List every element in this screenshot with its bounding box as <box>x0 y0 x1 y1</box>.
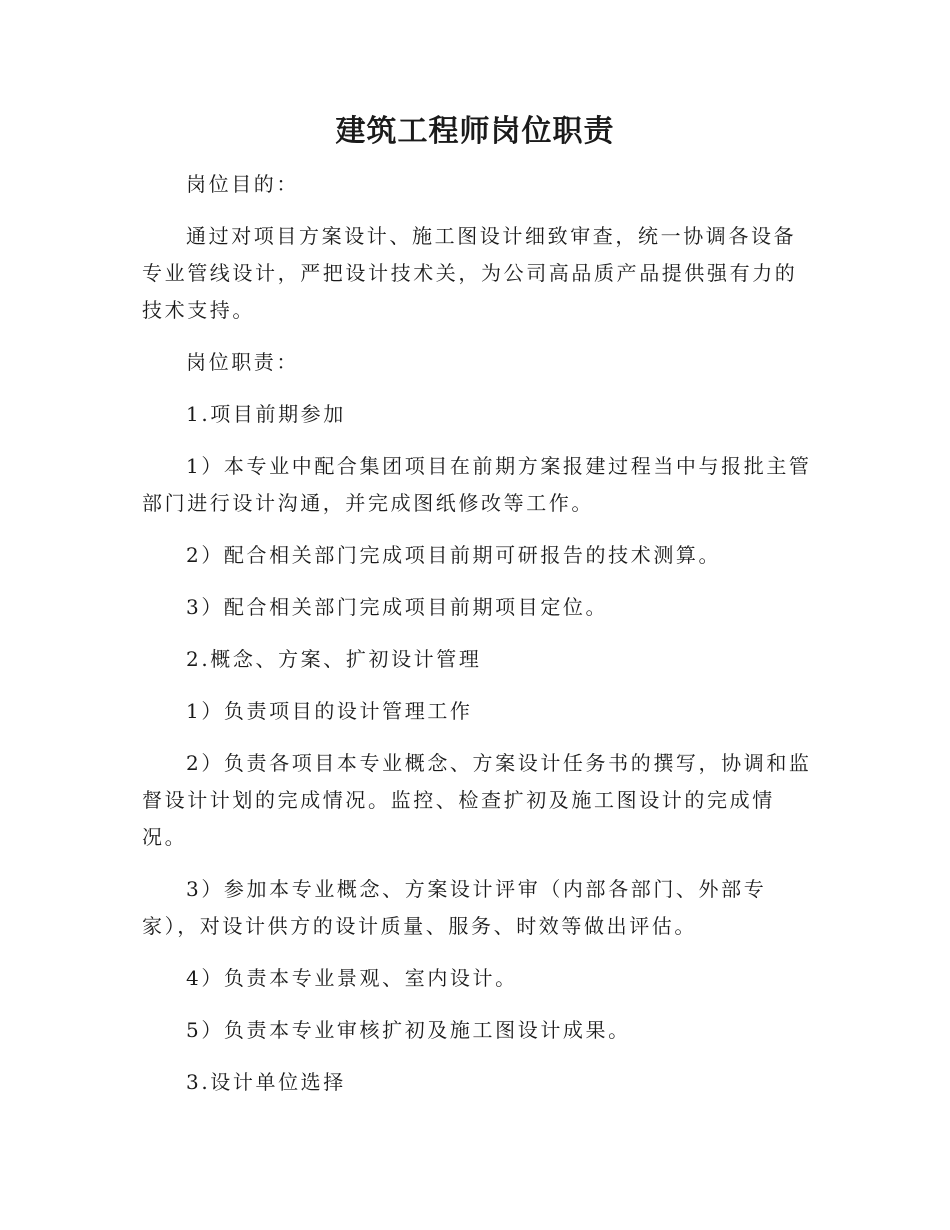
section-heading-1: 1.项目前期参加 <box>186 402 346 426</box>
section-heading-2: 2.概念、方案、扩初设计管理 <box>186 647 482 671</box>
list-item: 1）负责项目的设计管理工作 <box>186 699 473 723</box>
list-item: 2）负责各项目本专业概念、方案设计任务书的撰写，协调和监督设计计划的完成情况。监控、检查扩初及施工图设计的完成情况。 <box>142 751 812 849</box>
list-item: 5）负责本专业审核扩初及施工图设计成果。 <box>186 1018 631 1042</box>
section-heading-3: 3.设计单位选择 <box>186 1070 346 1094</box>
list-item: 4）负责本专业景观、室内设计。 <box>186 966 518 990</box>
list-item: 1）本专业中配合集团项目在前期方案报建过程当中与报批主管部门进行设计沟通，并完成图纸修改等工作。 <box>142 454 812 515</box>
list-item: 2）配合相关部门完成项目前期可研报告的技术测算。 <box>186 543 722 567</box>
document-title: 建筑工程师岗位职责 <box>335 114 615 149</box>
paragraph-purpose-heading: 岗位目的： <box>186 172 299 196</box>
paragraph-purpose-text: 通过对项目方案设计、施工图设计细致审查，统一协调各设备专业管线设计，严把设计技术关，为公司高品质产品提供强有力的技术支持。 <box>142 224 798 322</box>
list-item: 3）配合相关部门完成项目前期项目定位。 <box>186 595 609 619</box>
document-body <box>142 166 812 1116</box>
paragraph-duties-heading: 岗位职责： <box>186 350 299 374</box>
list-item: 3）参加本专业概念、方案设计评审（内部各部门、外部专家），对设计供方的设计质量、服务、时效等做出评估。 <box>142 877 767 938</box>
